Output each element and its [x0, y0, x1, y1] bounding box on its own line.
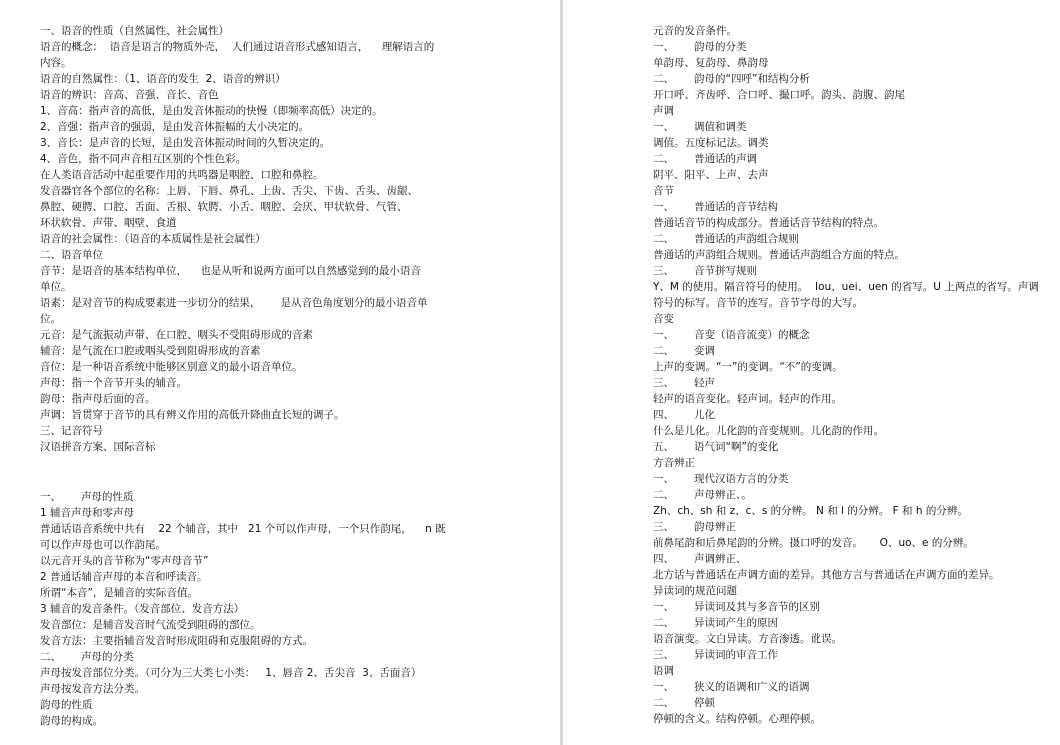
- text-line: 什么是儿化。儿化韵的音变规则。儿化韵的作用。: [653, 425, 884, 437]
- text-line: 以元音开头的音节称为“零声母音节”: [40, 555, 209, 567]
- text-line: 普通话音节的构成部分。普通话音节结构的特点。: [653, 217, 884, 229]
- text-line: 4、音色，指不同声音相互区别的个性色彩。: [40, 153, 247, 165]
- text-line: 韵母的性质: [40, 699, 93, 711]
- text-line: 三、 韵母辨正: [653, 521, 737, 533]
- text-line: 二、 变调: [653, 345, 716, 357]
- text-line: 一、 现代汉语方言的分类: [653, 473, 789, 485]
- text-line: 二、 普通话的声调: [653, 153, 758, 165]
- text-line: 可以作声母也可以作韵尾。: [40, 539, 166, 551]
- text-line: 四、 声调辨正、: [653, 553, 747, 565]
- text-line: 三、 异读词的审音工作: [653, 649, 779, 661]
- text-line: 单韵母、复韵母、鼻韵母: [653, 57, 769, 69]
- text-line: 一、 普通话的音节结构: [653, 201, 779, 213]
- text-line: 发音方法：主要指辅音发音时形成阻碍和克服阻碍的方式。: [40, 635, 313, 647]
- text-line: 前鼻尾韵和后鼻尾韵的分辨。摄口呼的发音。 O、uo、e 的分辨。: [653, 537, 974, 549]
- text-line: 普通话的声韵组合规则。普通话声韵组合方面的特点。: [653, 249, 905, 261]
- text-line: 一、 韵母的分类: [653, 41, 747, 53]
- text-line: 元音：是气流振动声带、在口腔、咽头不受阻碍形成的音素: [40, 329, 313, 341]
- text-line: 一、 音变（语音流变）的概念: [653, 329, 810, 341]
- text-line: 声调：旨贯穿于音节的具有辨义作用的高低升降曲直长短的调子。: [40, 409, 345, 421]
- text-line: 环状软骨、声带、咽壁、食道: [40, 217, 177, 229]
- text-line: 方音辨正: [653, 457, 695, 469]
- text-line: 三、记音符号: [40, 425, 103, 437]
- text-line: 一、 声母的性质: [40, 491, 134, 503]
- text-line: 普通话语音系统中共有 22 个辅音，其中 21 个可以作声母，一个只作韵尾， n 既: [40, 523, 446, 535]
- text-line: 二、 韵母的“四呼”和结构分析: [653, 73, 810, 85]
- text-line: 二、 停顿: [653, 697, 716, 709]
- text-line: 韵母：指声母后面的音。: [40, 393, 156, 405]
- text-line: 调值。五度标记法。调类: [653, 137, 769, 149]
- text-line: 语音的辨识：音高、音强、音长、音色: [40, 89, 219, 101]
- text-line: 韵母的构成。: [40, 715, 103, 727]
- text-line: 开口呼、齐齿呼、合口呼、撮口呼。韵头、韵腹、韵尾: [653, 89, 905, 101]
- text-line: 二、 异读词产生的原因: [653, 617, 779, 629]
- right-page-text: [653, 23, 1060, 727]
- text-line: 内容。: [40, 57, 72, 69]
- text-line: 停顿的含义。结构停顿。心理停顿。: [653, 713, 821, 725]
- text-line: 五、 语气词“啊”的变化: [653, 441, 779, 453]
- text-line: 三、 音节拼写规则: [653, 265, 758, 277]
- text-line: 声母：指一个音节开头的辅音。: [40, 377, 187, 389]
- text-line: 北方话与普通话在声调方面的差异。其他方言与普通话在声调方面的差异。: [653, 569, 1000, 581]
- text-line: 二、语音单位: [40, 249, 103, 261]
- text-line: 轻声的语音变化。轻声词。轻声的作用。: [653, 393, 842, 405]
- text-line: 辅音：是气流在口腔或咽头受到阻碍形成的音素: [40, 345, 261, 357]
- right-page: [563, 0, 1060, 745]
- text-line: 在人类语音活动中起重要作用的共鸣器是咽腔、口腔和鼻腔。: [40, 169, 324, 181]
- text-line: 异读词的规范问题: [653, 585, 737, 597]
- text-line: 发音部位：是辅音发音时气流受到阻碍的部位。: [40, 619, 261, 631]
- text-line: 三、 轻声: [653, 377, 716, 389]
- text-line: 语音演变。文白异读。方音渗透。讹误。: [653, 633, 842, 645]
- text-line: 所谓“本音”，是辅音的实际音值。: [40, 587, 198, 599]
- left-page-text: [40, 23, 480, 729]
- text-line: 2 普通话辅音声母的本音和呼读音。: [40, 571, 208, 583]
- text-line: 位。: [40, 313, 61, 325]
- text-line: 语素：是对音节的构成要素进一步切分的结果， 是从音色角度划分的最小语音单: [40, 297, 428, 309]
- text-line: Zh、ch、sh 和 z、c、s 的分辨。 N 和 l 的分辨。 F 和 h 的分辨。: [653, 505, 968, 517]
- text-line: 语音的概念： 语音是语言的物质外壳， 人们通过语音形式感知语言， 理解语言的: [40, 41, 435, 53]
- text-line: 符号的标写。音节的连写。音节字母的大写。: [653, 297, 863, 309]
- text-line: 元音的发音条件。: [653, 25, 737, 37]
- text-line: 语音的自然属性：（1、语音的发生 2、语音的辨识）: [40, 73, 286, 85]
- text-line: 2、音强：指声音的强弱，是由发音体振幅的大小决定的。: [40, 121, 310, 133]
- text-line: 一、语音的性质（自然属性、社会属性）: [40, 25, 229, 37]
- text-line: 音变: [653, 313, 674, 325]
- text-line: 阴平、阳平、上声、去声: [653, 169, 769, 181]
- text-line: 二、 声母的分类: [40, 651, 134, 663]
- text-line: 鼻腔、硬腭、口腔、舌面、舌根、软腭、小舌、咽腔、会厌、甲状软骨、气管、: [40, 201, 408, 213]
- text-line: 音位：是一种语音系统中能够区别意义的最小语音单位。: [40, 361, 303, 373]
- text-line: 一、 狭义的语调和广义的语调: [653, 681, 810, 693]
- text-line: Y、M 的使用。隔音符号的使用。 Iou、uei、uen 的省写。U 上两点的省写。声调: [653, 281, 1039, 293]
- text-line: 3、音长：是声音的长短，是由发音体振动时间的久暂决定的。: [40, 137, 331, 149]
- text-line: 四、 儿化: [653, 409, 716, 421]
- text-line: 3 辅音的发音条件。（发音部位、发音方法）: [40, 603, 245, 615]
- text-line: 声母按发音部位分类。（可分为三大类七小类： 1、唇音 2、舌尖音 3、舌面音）: [40, 667, 422, 679]
- text-line: 二、 普通话的声韵组合规则: [653, 233, 800, 245]
- text-line: 语音的社会属性：（语音的本质属性是社会属性）: [40, 233, 266, 245]
- section-gap: [40, 455, 480, 489]
- text-line: 上声的变调。“一”的变调。“不”的变调。: [653, 361, 843, 373]
- text-line: 1 辅音声母和零声母: [40, 507, 135, 519]
- text-line: 一、 异读词及其与多音节的区别: [653, 601, 821, 613]
- text-line: 单位。: [40, 281, 72, 293]
- text-line: 语调: [653, 665, 674, 677]
- text-line: 发音器官各个部位的名称：上唇、下唇、鼻孔、上齿、舌尖、下齿、舌头、齿龈、: [40, 185, 418, 197]
- text-line: 汉语拼音方案、国际音标: [40, 441, 156, 453]
- text-line: 声调: [653, 105, 674, 117]
- text-line: 音节：是语音的基本结构单位， 也是从听和说两方面可以自然感觉到的最小语音: [40, 265, 421, 277]
- text-line: 一、 调值和调类: [653, 121, 747, 133]
- text-line: 1、音高：指声音的高低，是由发音体振动的快慢（即频率高低）决定的。: [40, 105, 383, 117]
- text-line: 二、 声母辨正、。: [653, 489, 752, 501]
- text-line: 音节: [653, 185, 674, 197]
- text-line: 声母按发音方法分类。: [40, 683, 145, 695]
